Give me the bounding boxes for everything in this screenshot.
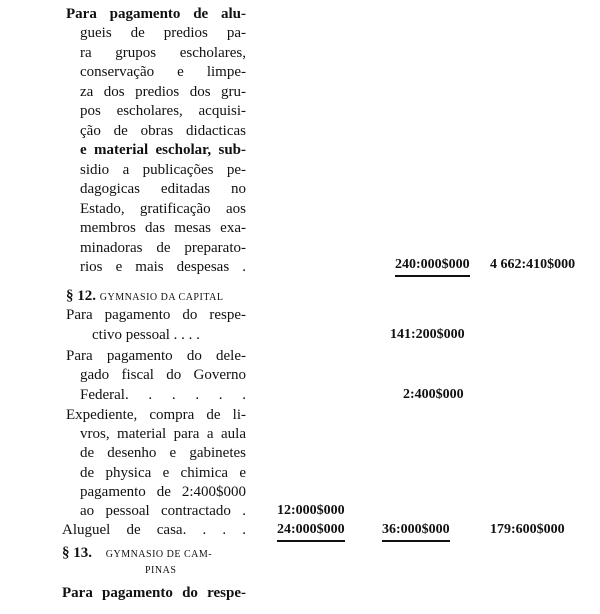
section-number: § 12. bbox=[66, 288, 96, 304]
total-amount: 4 662:410$000 bbox=[490, 257, 576, 272]
text-line: Para pagamento do respe- bbox=[62, 585, 246, 601]
section-title: GYMNASIO DA CAPITAL bbox=[99, 292, 224, 303]
text-line: pagamento de 2:400$000 bbox=[80, 484, 246, 500]
amount-subtotal: 36:000$000 bbox=[382, 521, 450, 542]
text-line: Aluguel de casa. . . . bbox=[62, 522, 246, 538]
text-line: ctivo pessoal . . . . bbox=[92, 327, 200, 343]
amount-alugueis: 240:000$000 bbox=[395, 256, 470, 277]
amount-delegado: 2:400$000 bbox=[403, 387, 464, 402]
text-line: gueis de predios pa- bbox=[80, 25, 246, 41]
text-line: conservação e limpe- bbox=[80, 64, 246, 80]
text-line: ra grupos escholares, bbox=[80, 45, 246, 61]
text-line: vros, material para a aula bbox=[80, 426, 246, 442]
text-line: Estado, gratificação aos bbox=[80, 201, 246, 217]
text-line: de desenho e gabinetes bbox=[80, 445, 246, 461]
amount-expediente: 12:000$000 bbox=[277, 503, 345, 518]
text-line: Para pagamento do respe- bbox=[66, 307, 246, 323]
text-line: de physica e chimica e bbox=[80, 465, 246, 481]
section-number: § 13. bbox=[62, 545, 92, 561]
text-line: Expediente, compra de li- bbox=[66, 407, 246, 423]
amount-pessoal: 141:200$000 bbox=[390, 327, 465, 342]
text-line: rios e mais despesas . bbox=[80, 259, 246, 275]
text-line: sidio a publicações pe- bbox=[80, 162, 246, 178]
section-title-cont: PINAS bbox=[145, 565, 177, 576]
text-line: Para pagamento de alu- bbox=[66, 6, 246, 22]
amount-total: 179:600$000 bbox=[490, 522, 565, 537]
text-line: ção de obras didacticas bbox=[80, 123, 246, 139]
text-line: ao pessoal contractado . bbox=[80, 503, 246, 519]
text-line: membros das mesas exa- bbox=[80, 220, 246, 236]
amount-aluguel: 24:000$000 bbox=[277, 521, 345, 542]
text-line: Federal. . . . . . bbox=[80, 387, 246, 403]
text-line: pos escholares, acquisi- bbox=[80, 103, 246, 119]
text-line: dagogicas editadas no bbox=[80, 181, 246, 197]
section-heading bbox=[66, 287, 223, 307]
text-line: za dos predios dos gru- bbox=[80, 84, 246, 100]
text-line: Para pagamento do dele- bbox=[66, 348, 246, 364]
text-line: gado fiscal do Governo bbox=[80, 367, 246, 383]
section-heading bbox=[62, 544, 242, 564]
text-line: e material escholar, sub- bbox=[80, 142, 246, 158]
section-title: GYMNASIO DE CAM- bbox=[105, 549, 213, 560]
text-line: minadoras de preparato- bbox=[80, 240, 246, 256]
